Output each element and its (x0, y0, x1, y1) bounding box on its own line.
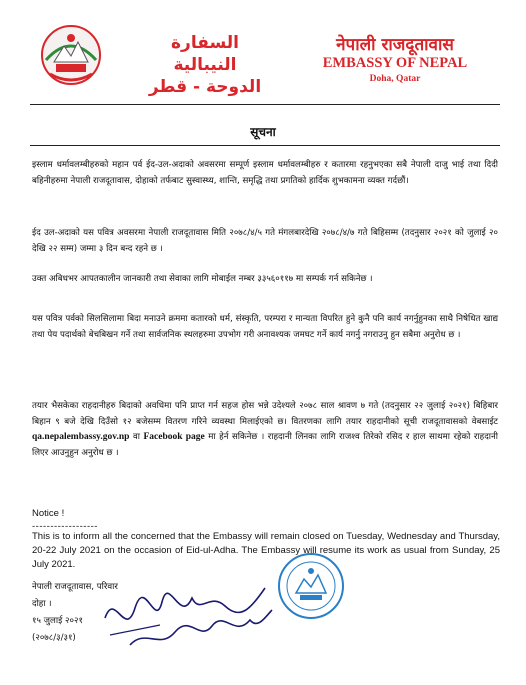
arabic-line-2: الدوحة - قطر (148, 77, 262, 97)
handwritten-signature (100, 580, 275, 655)
conduct-paragraph: यस पवित्र पर्वको सिलसिलामा बिदा मनाउने क्रममा कतारको धर्म, संस्कृति, परम्परा र मान्यता विपरित हुने कुनै पनि कार्य नगर्नुहुनका साथै निषेधित खाद्य तथा पेय पदार्थको बेचबिखन गर्ने तथा सार्वजनिक स्थलहरुमा उपभोग गरी अनावश्यक जमघट गर्ने कार्य नगर्नु नगराउनु हुन सबैमा अनुरोध छ । (32, 314, 498, 340)
or-text: वा (129, 432, 144, 442)
official-stamp-icon (276, 551, 346, 621)
passport-paragraph (32, 399, 498, 461)
passport-text-end: मा हेर्न सकिनेछ । राहदानी लिनका लागि राजश्व तिरेको रसिद र हाल साथमा रहेको राहदानी लिएर आउनुहुन अनुरोध छ । (32, 432, 498, 458)
website-link[interactable]: qa.nepalembassy.gov.np (32, 432, 130, 442)
nepali-embassy-name: नेपाली राजदूतावास (336, 35, 454, 55)
signoff-date: १५ जुलाई २०२१ (32, 616, 83, 626)
signoff-city: दोहा । (32, 599, 52, 609)
nepal-emblem-icon (40, 24, 102, 86)
facebook-link[interactable]: Facebook page (143, 432, 205, 442)
header-divider (30, 104, 500, 105)
english-embassy-name: EMBASSY OF NEPAL (322, 55, 468, 71)
title-divider (30, 145, 500, 146)
english-notice-label: Notice ! (32, 508, 65, 519)
emergency-contact-paragraph: उक्त अबिधभर आपतकालीन जानकारी तथा सेवाका लागि मोबाईल नम्बर ३३५६०११७ मा सम्पर्क गर्न सकिनेछ । (32, 274, 373, 284)
english-notice-body: This is to inform all the concerned that the Embassy will remain closed on Tuesday, Wednesday and Thursday, 20-22 July 2021 on the occasion of Eid-ul-Adha. The Embassy will resume its work as usual from Sunday, 25 July 2021. (32, 531, 500, 570)
english-notice-divider: ------------------ (32, 521, 98, 532)
signoff-date-bs: (२०७८/३/३१) (32, 633, 76, 643)
signoff-org: नेपाली राजदूतावास, परिवार (32, 582, 118, 592)
arabic-embassy-name (140, 32, 270, 98)
notice-title: सूचना (250, 125, 276, 139)
passport-text: तयार भैसकेका राहदानीहरु बिदाको अवधिमा पनि प्राप्त गर्न सहज होस भन्ने उदेश्यले २०७८ साल श्रावण ७ गते (तदनुसार २२ जुलाई २०२१) बिहिबार बिहान ९ बजे देखि दिउँसो १२ बजेसम्म वितरण गरिने व्यवस्था मिलाईएको छ। वितरणका लागि तयार राहदानीको सूची राजदूतावासको वेबसाईट (32, 401, 498, 427)
embassy-city: Doha, Qatar (369, 74, 421, 84)
arabic-line-1: السفارة النيبالية (171, 33, 239, 75)
greeting-paragraph: इस्लाम धर्मावलम्बीहरुको महान पर्व ईद-उल-अदाको अवसरमा सम्पूर्ण इस्लाम धर्मावलम्बीहरु र कतारमा रहनुभएका सबै नेपाली दाजु भाई तथा दिदी बहिनीहरुमा नेपाली राजदूतावास, दोहाको तर्फबाट सुस्वास्थ्य, शान्ति, समृद्धि तथा प्रगतिको हार्दिक शुभकामना व्यक्त गर्दछौं। (32, 160, 498, 186)
closure-paragraph: ईद उल-अदाको यस पवित्र अवसरमा नेपाली राजदूतावास मिति २०७८/४/५ गते मंगलबारदेखि २०७८/४/७ गते बिहिसम्म (तदनुसार २०२१ को जुलाई २० देखि २२ सम्म) जम्मा ३ दिन बन्द रहने छ । (32, 228, 498, 254)
